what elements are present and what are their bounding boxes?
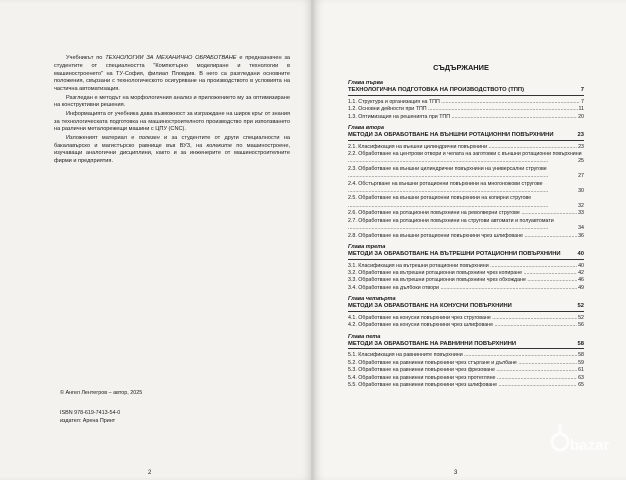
toc-entry-page: 34 [578, 225, 584, 232]
chapter-title[interactable] [348, 132, 584, 141]
toc-entry-page: 11 [578, 106, 584, 113]
toc-entry-page: 42 [578, 270, 584, 277]
chapter-title-text: ТЕХНОЛОГИЧНА ПОДГОТОВКА НА ПРОИЗВОДСТВОТО (ТПП) [348, 87, 525, 93]
publisher-line: издател: Арена Принт [60, 417, 116, 424]
toc-entry[interactable] [348, 315, 584, 322]
toc-entry[interactable] [348, 375, 584, 382]
isbn-line: ISBN 978-619-7413-54-0 [60, 410, 121, 416]
toc-entry-page: 27 [578, 173, 584, 180]
toc-entry-text: 5.1. Класификация на равнинните повърхнини ..... [348, 352, 577, 359]
emphasis-text: колеките [206, 142, 232, 149]
table-of-contents [348, 80, 584, 389]
toc-entry[interactable] [348, 263, 584, 270]
toc-entry[interactable] [348, 352, 584, 359]
toc-entry[interactable] [348, 99, 584, 106]
toc-entry-text: 4.2. Обработване на конусни повърхнини чрез шлифоване ..... [348, 322, 577, 329]
isbn-block [60, 410, 120, 426]
toc-entry-text: 4.1. Обработване на конусни повърхнини чрез струговане ..... [348, 315, 577, 322]
chapter-label: Глава първа [348, 80, 383, 86]
toc-entry-text: 2.5. Обработване на външни ротационни повърхнини на копирни стругове [348, 195, 532, 202]
toc-entry[interactable] [348, 210, 584, 217]
emphasis-text: ТЕХНОЛОГИИ ЗА МЕХАНИЧНО ОБРАБОТВАНЕ [105, 55, 237, 61]
toc-entry[interactable] [348, 114, 584, 121]
chapter-page-number: 52 [577, 303, 584, 310]
paragraph-text: по машиностроене, изучаващи аналогични дисциплини, както и за инженерите от машиностроителните фирми и предприятия. [54, 142, 290, 165]
toc-entry-text: 1.3. Оптимизация на решенията при ТПП ..... [348, 114, 577, 121]
toc-entry[interactable] [348, 144, 584, 151]
toc-entry-page: 36 [578, 232, 584, 239]
toc-title: СЪДЪРЖАНИЕ [433, 63, 489, 72]
toc-entry[interactable] [348, 270, 584, 277]
paragraph-text: Учебникът по [66, 55, 106, 61]
toc-entry-page: 25 [578, 158, 584, 165]
chapter-page-number: 58 [577, 340, 584, 347]
chapter-page-number: 40 [577, 250, 584, 257]
copyright-line: © Ангел Лентегров – автор, 2025 [60, 390, 143, 396]
toc-entry[interactable] [348, 367, 584, 374]
chapter-title-text: МЕТОДИ ЗА ОБРАБОТВАНЕ НА ВЪНШНИ РОТАЦИОННИ ПОВЪРХНИНИ [348, 131, 554, 138]
chapter-title[interactable] [348, 87, 584, 96]
toc-entry[interactable] [348, 360, 584, 367]
page-number-right: 3 [454, 470, 458, 476]
bazar-logo-icon [548, 420, 620, 472]
chapter-page-number: 23 [577, 131, 584, 138]
chapter-page-number: 7 [580, 87, 584, 93]
toc-entry[interactable] [348, 277, 584, 284]
toc-chapter [348, 244, 584, 292]
left-page [0, 0, 312, 480]
toc-entry-text: 1.1. Структура и организация на ТПП ..... [348, 99, 580, 106]
toc-entry-page: 61 [578, 367, 584, 374]
toc-entry[interactable] [348, 181, 584, 196]
toc-entry-text: 2.4. Обстъргване на външни ротационни повърхнини на многоножови стругове [348, 180, 543, 187]
toc-entry-text: 2.6. Обработване на ротационни повърхнини на револверни стругове ..... [348, 210, 577, 217]
toc-entry-page: 58 [578, 352, 584, 359]
toc-entry[interactable] [348, 195, 584, 210]
toc-entry[interactable] [348, 322, 584, 329]
toc-chapter [348, 80, 584, 121]
toc-entry-page: 33 [578, 210, 584, 217]
toc-entry-page: 59 [578, 359, 584, 366]
toc-entry-text: 5.4. Обработване на равнинни повърхнини чрез протегляне ..... [348, 375, 577, 382]
toc-entry-text: 2.7. Обработване на ротационни повърхнини на стругови автомати и полуавтомати [348, 217, 554, 224]
toc-entry-page: 56 [578, 322, 584, 329]
paragraph-text: е предназначен за студентите от специалността "Компютърно моделиране и технологии в машиностроенето" на ТУ-София, филиал Пловдив. В него са разгледани основните положения, свързани с технологическото осигуряване на производството в условията на частична автоматизация. [54, 55, 291, 93]
chapter-label: Глава трета [348, 243, 386, 250]
toc-entry-text: 3.1. Класификация на вътрешни ротационни повърхнини ..... [348, 263, 577, 270]
toc-entry-page: 65 [578, 382, 584, 389]
paragraph-text: Разгледан е методът на морфологичния анализ и приложението му за оптимизиране на конструктивни решения. [54, 94, 290, 109]
paragraph-text: Изложеният материал е [66, 134, 139, 141]
toc-entry-text: 2.2. Обработване на центрови отвори и челата на заготовки с външни ротационни повърхнини [348, 151, 582, 158]
dot-leader [348, 203, 577, 210]
dot-leader [348, 158, 577, 165]
toc-entry[interactable] [348, 382, 584, 389]
toc-entry[interactable] [348, 166, 584, 181]
toc-entry-text: 2.3. Обработване на външни цилиндрични повърхнини на универсални стругове [348, 165, 547, 172]
chapter-title-text: МЕТОДИ ЗА ОБРАБОТВАНЕ НА КОНУСНИ ПОВЪРХНИНИ [348, 303, 512, 310]
toc-entry[interactable] [348, 106, 584, 113]
toc-entry[interactable] [348, 285, 584, 292]
chapter-title-text: МЕТОДИ ЗА ОБРАБОТВАНЕ НА РАВНИННИ ПОВЪРХНИНИ [348, 340, 517, 347]
toc-entry-page: 7 [581, 98, 584, 105]
description-paragraph [54, 55, 290, 94]
toc-entry-page: 32 [578, 202, 584, 209]
toc-entry-text: 5.5. Обработване на равнинни повърхнини чрез шлифоване ..... [348, 382, 577, 389]
description-paragraph [54, 135, 290, 166]
toc-chapter [348, 296, 584, 330]
chapter-label: Глава втора [348, 124, 384, 131]
toc-entry-text: 5.2. Обработване на равнинни повърхнини чрез стъргане и дълбане ..... [348, 360, 577, 367]
chapter-title-text: МЕТОДИ ЗА ОБРАБОТВАНЕ НА ВЪТРЕШНИ РОТАЦИОННИ ПОВЪРХНИНИ [348, 250, 561, 257]
toc-entry-text: 1.2. Основни дейности при ТПП ..... [348, 106, 578, 113]
paragraph-text: Информацията от учебника дава възможност за изграждане на широк кръг от знания за технологическата подготовка на машиностроителното производство при използването на различни металорежещи машини с ЦПУ (CNC). [54, 110, 290, 133]
toc-entry-page: 49 [578, 284, 584, 291]
toc-entry-page: 23 [578, 143, 584, 150]
toc-entry-page: 40 [578, 262, 584, 269]
book-description [54, 55, 290, 166]
chapter-label: Глава пета [348, 333, 381, 340]
toc-entry[interactable] [348, 218, 584, 233]
chapter-title[interactable] [348, 341, 584, 350]
paragraph-text: и за студентите от други специалности на бакалавърско и магистърско равнище във ВУЗ, на [54, 134, 290, 149]
toc-entry-text: 5.3. Обработване на равнинни повърхнини чрез фрезоване ..... [348, 367, 577, 374]
dot-leader [348, 225, 577, 232]
toc-entry-page: 46 [578, 277, 584, 284]
toc-entry[interactable] [348, 151, 584, 166]
page-number-left: 2 [148, 470, 152, 476]
dot-leader [348, 173, 577, 180]
toc-entry-page: 20 [578, 113, 584, 120]
toc-entry-text: 2.1. Класификация на външни цилиндрични повърхнини ..... [348, 144, 577, 151]
toc-entry-text: 3.3. Обработване на вътрешни ротационни повърхнини чрез обхождане ..... [348, 277, 577, 284]
toc-entry-text: 3.4. Обработване на дълбоки отвори ..... [348, 285, 577, 292]
toc-entry-page: 30 [578, 188, 584, 195]
toc-chapter [348, 125, 584, 240]
svg-text:bazar: bazar [570, 437, 610, 454]
chapter-label: Глава четвърта [348, 296, 396, 303]
chapter-title[interactable] [348, 303, 584, 312]
emphasis-text: полезен [138, 134, 160, 141]
toc-entry-text: 3.2. Обработване на вътрешни ротационни повърхнини чрез копиране ..... [348, 270, 577, 277]
toc-entry-page: 52 [578, 314, 584, 321]
description-paragraph [54, 111, 290, 134]
dot-leader [348, 188, 577, 195]
chapter-title[interactable] [348, 251, 584, 260]
toc-entry-text: 2.8. Обработване на външни ротационни повърхнини чрез шлифоване ..... [348, 233, 577, 240]
toc-entry-page: 63 [578, 374, 584, 381]
toc-entry[interactable] [348, 233, 584, 240]
description-paragraph [54, 95, 290, 111]
toc-chapter [348, 334, 584, 390]
